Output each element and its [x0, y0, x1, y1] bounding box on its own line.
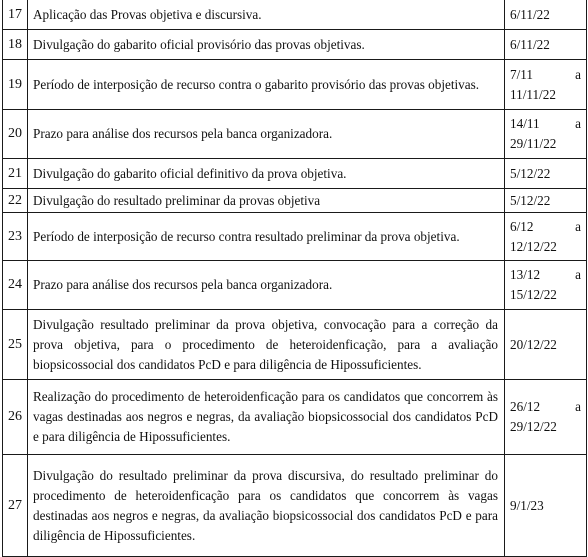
table-row [3, 110, 586, 159]
row-date: 5/12/22 [510, 192, 551, 208]
row-number: 18 [3, 30, 28, 59]
row-description: Realização do procedimento de heteroidenficação para os candidatos que concorrem às vagas destinadas aos negros e negras, da avaliação biopsicossocial dos candidatos PcD e para diligência de Hipossuficientes. [28, 380, 505, 454]
row-number: 19 [3, 60, 28, 109]
row-date: 9/1/23 [510, 497, 544, 513]
table-row [3, 159, 586, 189]
row-description: Divulgação do gabarito oficial definitivo da prova objetiva. [28, 159, 505, 188]
schedule-table [2, 0, 587, 557]
row-description: Prazo para análise dos recursos pela banca organizadora. [28, 110, 505, 158]
row-date: 20/12/22 [510, 336, 557, 352]
row-description: Período de interposição de recurso contra o gabarito provisório das provas objetivas. [28, 60, 505, 109]
row-date: 6/11/22 [510, 36, 550, 52]
row-date: 7/11 a 11/11/22 [510, 66, 581, 102]
row-number: 21 [3, 159, 28, 188]
row-date: 26/12 a 29/12/22 [510, 399, 581, 434]
row-number: 25 [3, 310, 28, 379]
row-date: 6/12 a 12/12/22 [510, 218, 581, 254]
row-number: 17 [3, 0, 28, 29]
row-date: 5/12/22 [510, 165, 551, 181]
table-row [3, 189, 586, 213]
row-number: 24 [3, 261, 28, 309]
row-description: Prazo para análise dos recursos pela banca organizadora. [28, 261, 505, 309]
table-row [3, 380, 586, 455]
row-number: 26 [3, 380, 28, 454]
row-number: 22 [3, 189, 28, 212]
row-number: 23 [3, 213, 28, 260]
table-row [3, 213, 586, 261]
row-date: 14/11 a 29/11/22 [510, 116, 581, 151]
row-description: Período de interposição de recurso contra resultado preliminar da prova objetiva. [28, 213, 505, 260]
row-number: 27 [3, 455, 28, 556]
row-description: Divulgação do resultado preliminar da provas objetiva [28, 189, 505, 212]
row-description: Divulgação do gabarito oficial provisório das provas objetivas. [28, 30, 505, 59]
table-row [3, 0, 586, 30]
row-number: 20 [3, 110, 28, 158]
row-description: Divulgação resultado preliminar da prova objetiva, convocação para a correção da prova objetiva, para o procedimento de heteroidenficação, para a avaliação biopsicossocial dos candidatos PcD e para diligência de Hipossuficientes. [28, 310, 505, 379]
table-row [3, 455, 586, 557]
table-row [3, 310, 586, 380]
table-row [3, 261, 586, 310]
row-description: Divulgação do resultado preliminar da prova discursiva, do resultado preliminar do procedimento de heteroidenficação para os candidatos que concorrem às vagas destinadas aos negros e negras, da avaliação biopsicossocial dos candidatos PcD e para diligência de Hipossuficientes. [28, 455, 505, 556]
row-date: 6/11/22 [510, 6, 550, 22]
row-date: 13/12 a 15/12/22 [510, 267, 581, 302]
row-description: Aplicação das Provas objetiva e discursiva. [28, 0, 505, 29]
table-row [3, 60, 586, 110]
table-row [3, 30, 586, 60]
